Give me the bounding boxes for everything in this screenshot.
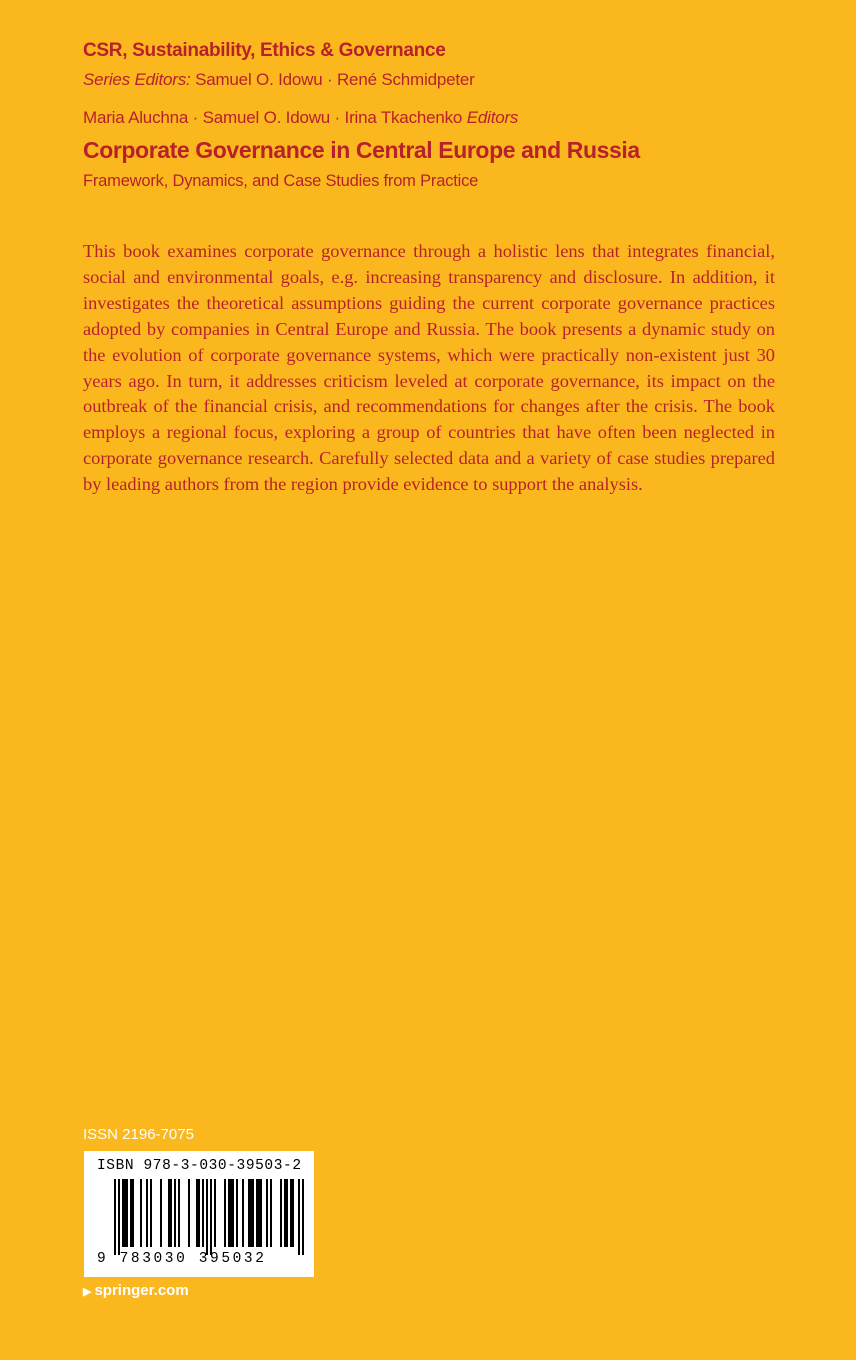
barcode-bar bbox=[252, 1179, 254, 1247]
book-subtitle: Framework, Dynamics, and Case Studies from Practice bbox=[83, 172, 479, 190]
series-editors-names: Samuel O. Idowu · René Schmidpeter bbox=[195, 70, 475, 89]
issn-number: ISSN 2196-7075 bbox=[83, 1126, 194, 1143]
barcode-bar bbox=[168, 1179, 170, 1247]
barcode-bar bbox=[236, 1179, 238, 1247]
barcode-bar bbox=[130, 1179, 132, 1247]
barcode-bar bbox=[298, 1179, 300, 1255]
barcode-bar bbox=[126, 1179, 128, 1247]
barcode-bar bbox=[228, 1179, 230, 1247]
book-title: Corporate Governance in Central Europe and Russia bbox=[83, 137, 640, 163]
book-editors-label: Editors bbox=[466, 108, 519, 127]
barcode-bar bbox=[122, 1179, 124, 1247]
barcode-bar bbox=[224, 1179, 226, 1247]
arrow-right-icon: ▶ bbox=[83, 1286, 92, 1298]
barcode-bar bbox=[188, 1179, 190, 1247]
barcode-bar bbox=[280, 1179, 282, 1247]
barcode-bar bbox=[256, 1179, 258, 1247]
website-link-text[interactable]: springer.com bbox=[94, 1282, 189, 1299]
barcode-bar bbox=[174, 1179, 176, 1247]
barcode-bar bbox=[118, 1179, 120, 1255]
barcode-bar bbox=[270, 1179, 272, 1247]
barcode-bar bbox=[160, 1179, 162, 1247]
barcode-bar bbox=[150, 1179, 152, 1247]
barcode-bar bbox=[140, 1179, 142, 1247]
barcode-bar bbox=[290, 1179, 292, 1247]
book-editors-names: Maria Aluchna · Samuel O. Idowu · Irina Tkachenko bbox=[83, 108, 463, 127]
barcode-bar bbox=[178, 1179, 180, 1247]
barcode-bar bbox=[132, 1179, 134, 1247]
book-description: This book examines corporate governance through a holistic lens that integrates financial, social and environmental goals, e.g. increasing transparency and disclosure. In addition, it investigates the theoretical assumptions guiding the current corporate governance practices adopted by companies in Central Europe and Russia. The book presents a dynamic study on the evolution of corporate governance systems, which were practically non-existent just 30 years ago. In turn, it addresses criticism leveled at corporate governance, its impact on the outbreak of the financial crisis, and recommendations for changes after the crisis. The book employs a regional focus, exploring a group of countries that have often been neglected in corporate governance research. Carefully selected data and a variety of case studies prepared by leading authors from the region provide evidence to support the analysis. bbox=[83, 241, 775, 495]
barcode-bar bbox=[302, 1179, 304, 1255]
ean-digits: 9 783030 395032 bbox=[97, 1251, 267, 1267]
series-editors bbox=[83, 70, 475, 90]
barcode-bar bbox=[170, 1179, 172, 1247]
isbn-barcode bbox=[84, 1151, 314, 1277]
publisher-website[interactable] bbox=[83, 1282, 189, 1299]
barcode-bar bbox=[250, 1179, 252, 1247]
barcode-bar bbox=[284, 1179, 286, 1247]
barcode-bar bbox=[248, 1179, 250, 1247]
barcode-bar bbox=[210, 1179, 212, 1255]
barcode-bar bbox=[258, 1179, 260, 1247]
barcode-bar bbox=[202, 1179, 204, 1247]
barcode-bar bbox=[266, 1179, 268, 1247]
barcode-bar bbox=[286, 1179, 288, 1247]
barcode-bar bbox=[292, 1179, 294, 1247]
barcode-bar bbox=[214, 1179, 216, 1247]
barcode-bar bbox=[206, 1179, 208, 1255]
barcode-bar bbox=[260, 1179, 262, 1247]
barcode-bar bbox=[232, 1179, 234, 1247]
barcode-bar bbox=[124, 1179, 126, 1247]
barcode-bar bbox=[146, 1179, 148, 1247]
series-title: CSR, Sustainability, Ethics & Governance bbox=[83, 40, 446, 61]
isbn-label: ISBN 978-3-030-39503-2 bbox=[97, 1158, 302, 1174]
book-editors bbox=[83, 108, 518, 128]
series-editors-label: Series Editors: bbox=[83, 70, 191, 89]
barcode-bar bbox=[198, 1179, 200, 1247]
barcode-bar bbox=[242, 1179, 244, 1247]
barcode-bar bbox=[114, 1179, 116, 1255]
barcode-bar bbox=[230, 1179, 232, 1247]
barcode-bar bbox=[196, 1179, 198, 1247]
